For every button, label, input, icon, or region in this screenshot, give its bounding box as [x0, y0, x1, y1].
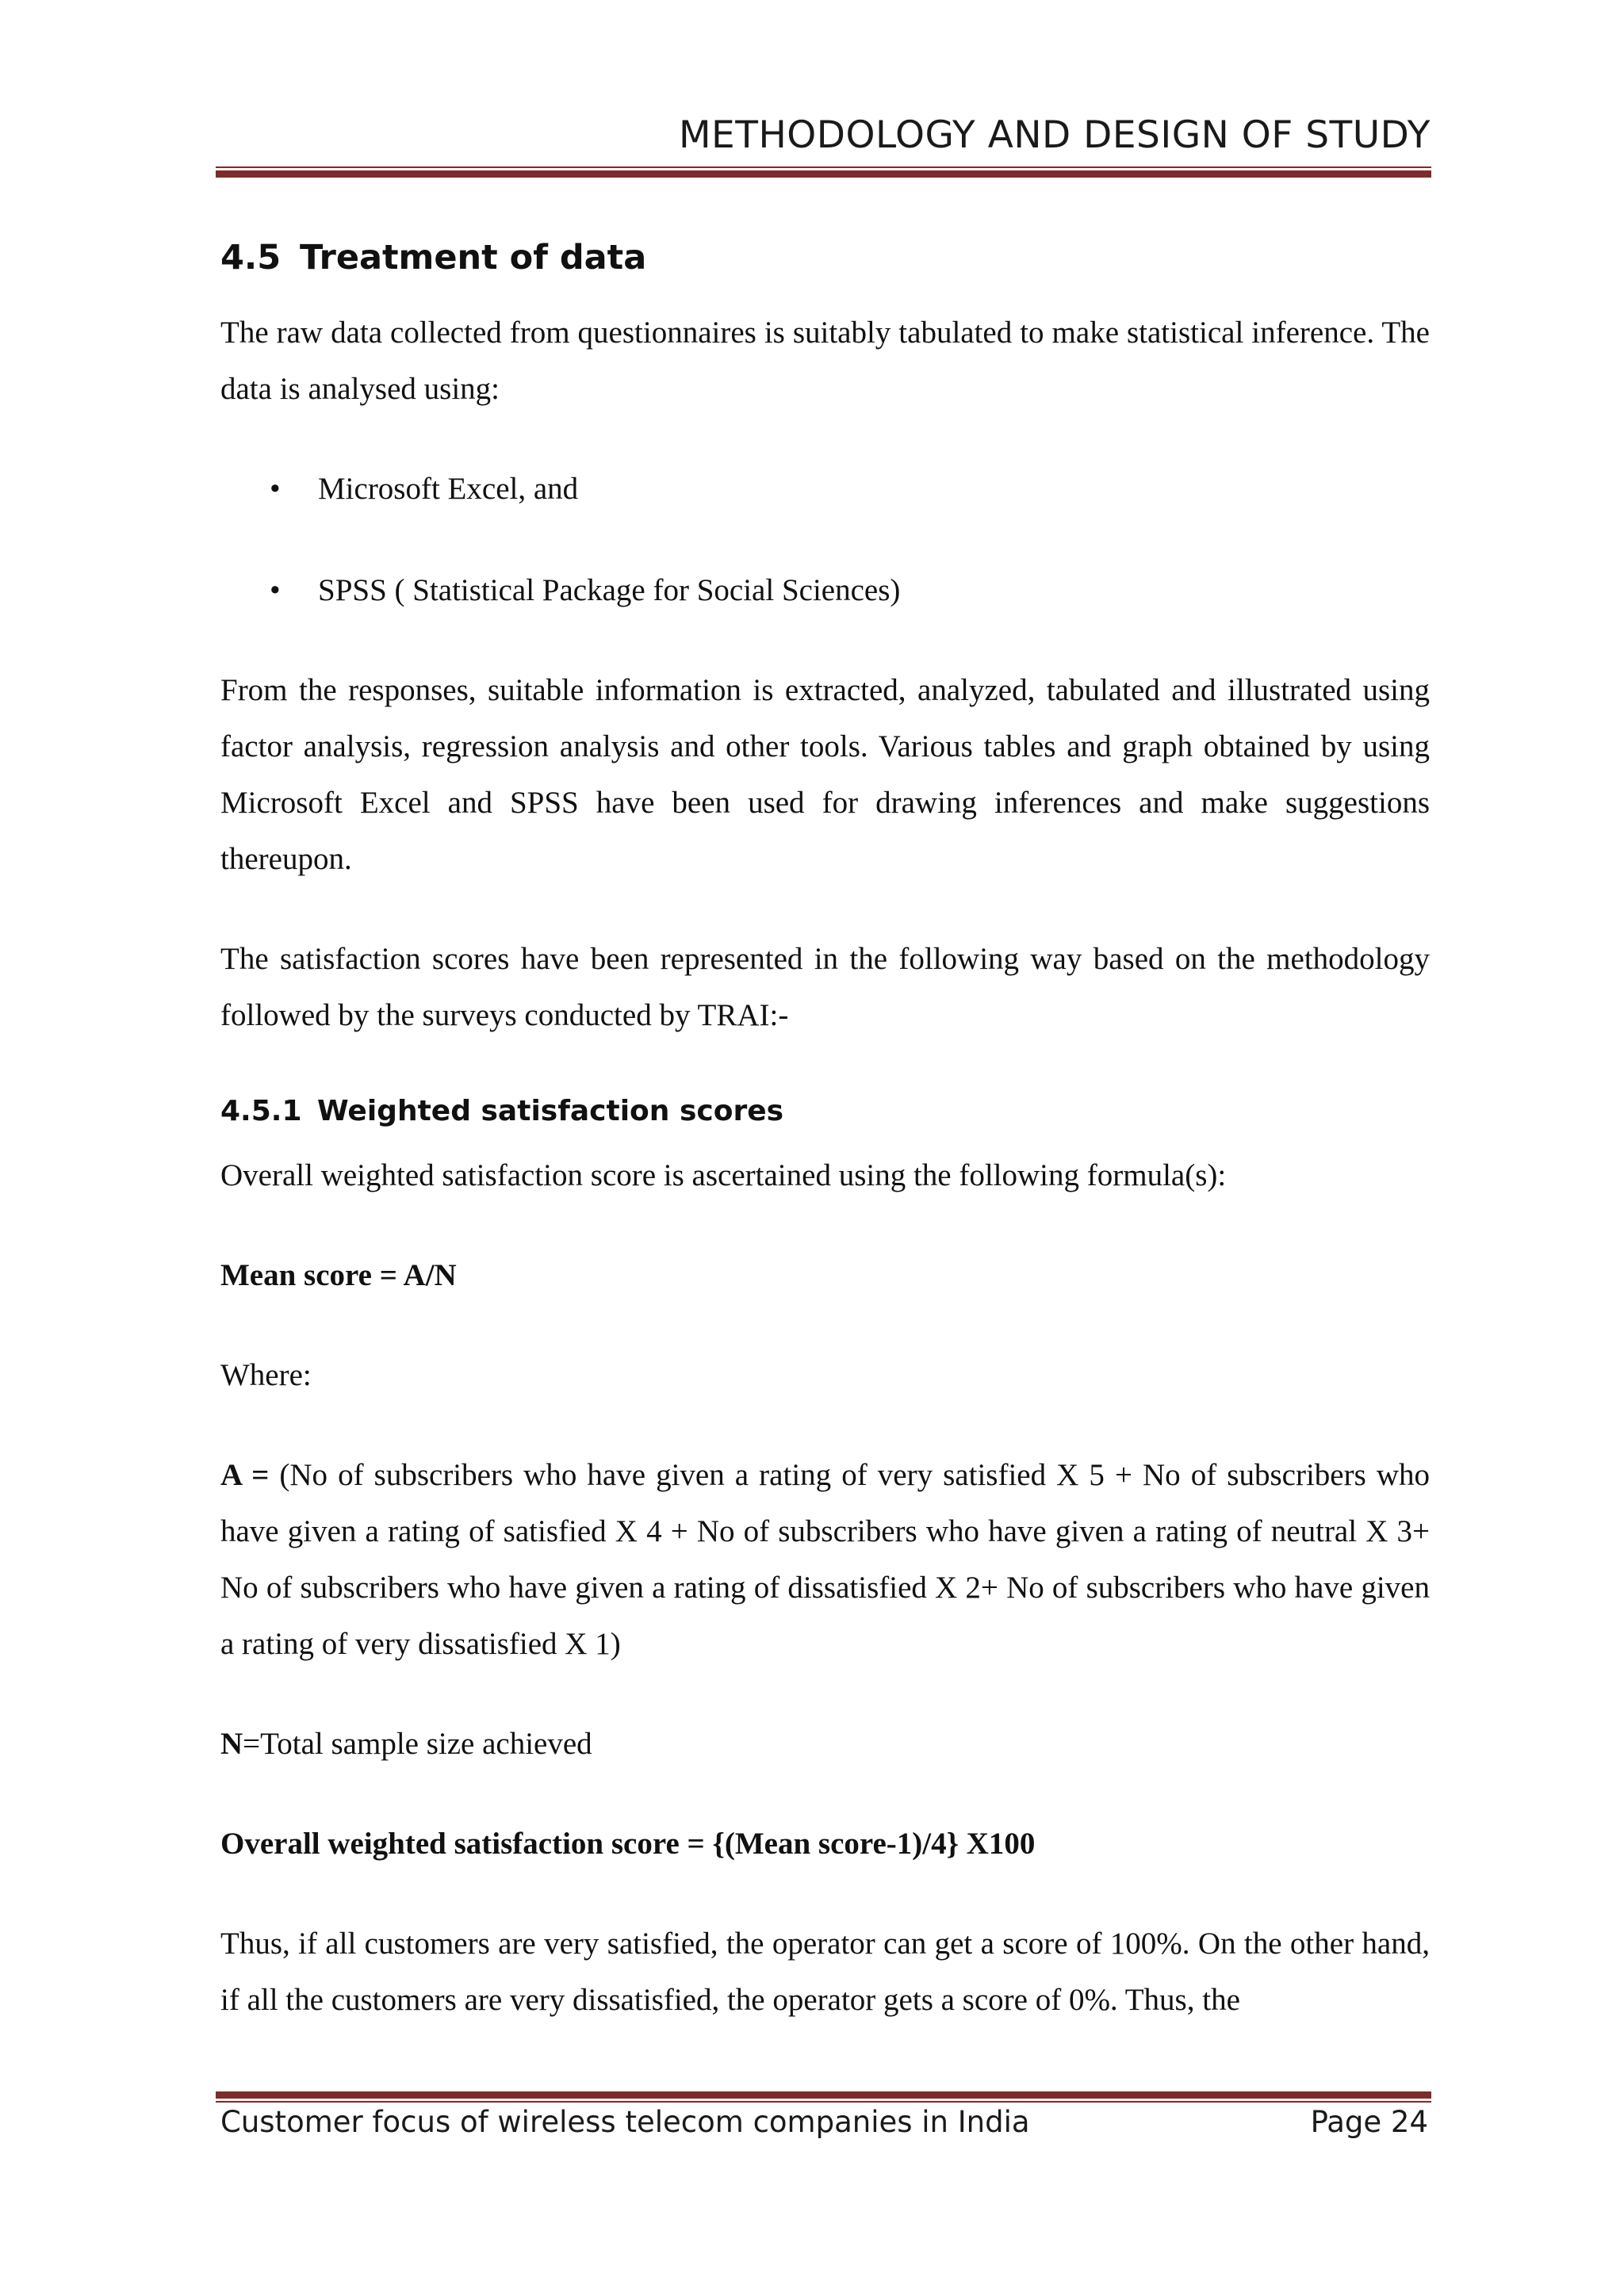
overall-score-formula: Overall weighted satisfaction score = {(Mean score-1)/4} X100 — [220, 1827, 1036, 1861]
section-title: Treatment of data — [300, 238, 647, 277]
header-rule-thin — [216, 166, 1431, 168]
header-rule — [216, 166, 1431, 178]
running-header-title: METHODOLOGY AND DESIGN OF STUDY — [679, 113, 1431, 157]
n-definition-label: N — [220, 1727, 243, 1761]
responses-paragraph: From the responses, suitable information is extracted, analyzed, tabulated and illustrated using factor analysis, regression analysis and other tools. Various tables and graph obtained by using Microsoft Excel and SPSS have been used for drawing inferences and make suggestions thereupon. — [220, 673, 1430, 876]
subsection-title: Weighted satisfaction scores — [317, 1095, 784, 1127]
page-body — [220, 230, 1430, 2072]
a-definition-label: A = — [220, 1458, 270, 1492]
footer-page-number: Page 24 — [1310, 2105, 1428, 2139]
subsection-heading — [220, 1087, 1430, 1136]
tool-label: Microsoft Excel, and — [318, 472, 579, 506]
subsection-number: 4.5.1 — [220, 1095, 302, 1127]
footer-rule — [216, 2091, 1431, 2103]
footer-book-title: Customer focus of wireless telecom companies in India — [220, 2105, 1030, 2139]
footer-rule-thin — [216, 2101, 1431, 2103]
n-definition-paragraph — [220, 1716, 1430, 1772]
scores-paragraph: The satisfaction scores have been represented in the following way based on the methodology followed by the surveys conducted by TRAI:- — [220, 942, 1430, 1032]
bullet-icon: • — [270, 573, 281, 607]
a-definition-text: (No of subscribers who have given a rating of very satisfied X 5 + No of subscribers who have given a rating of satisfied X 4 + No of subscribers who have given a rating of neutral X 3+ No of subscribers who have given a rating of dissatisfied X 2+ No of subscribers who have given a rating of very dissatisfied X 1) — [220, 1458, 1430, 1661]
footer-rule-thick — [216, 2091, 1431, 2099]
a-definition-paragraph — [220, 1447, 1430, 1672]
header-rule-thick — [216, 170, 1431, 178]
subsection-intro-paragraph: Overall weighted satisfaction score is ascertained using the following formula(s): — [220, 1158, 1227, 1192]
tools-list — [220, 461, 1430, 618]
closing-paragraph: Thus, if all customers are very satisfied, the operator can get a score of 100%. On the other hand, if all the customers are very dissatisfied, the operator gets a score of 0%. Thus, the — [220, 1927, 1430, 2017]
section-heading — [220, 230, 1430, 285]
tools-list-item — [220, 461, 1430, 517]
mean-score-formula: Mean score = A/N — [220, 1258, 457, 1292]
section-intro-paragraph: The raw data collected from questionnaires is suitably tabulated to make statistical inference. The data is analysed using: — [220, 316, 1430, 406]
n-definition-text: =Total sample size achieved — [243, 1727, 592, 1761]
where-label: Where: — [220, 1358, 312, 1392]
section-number: 4.5 — [220, 238, 282, 277]
tools-list-item — [220, 562, 1430, 618]
tool-label: SPSS ( Statistical Package for Social Sciences) — [318, 573, 901, 607]
bullet-icon: • — [270, 472, 281, 506]
